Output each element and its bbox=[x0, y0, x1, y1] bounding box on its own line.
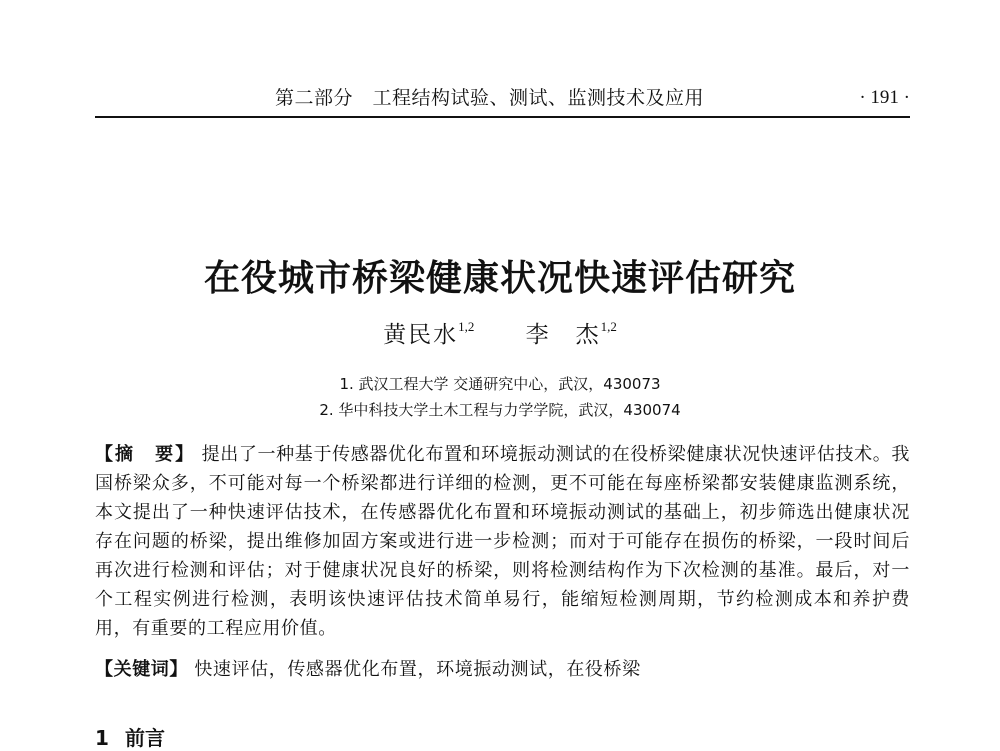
affiliation-1: 1. 武汉工程大学 交通研究中心，武汉，430073 bbox=[339, 375, 661, 393]
affiliation-2: 2. 华中科技大学土木工程与力学学院，武汉，430074 bbox=[319, 401, 681, 419]
running-header-section: 第二部分 工程结构试验、测试、监测技术及应用 bbox=[275, 87, 705, 109]
section-title: 前言 bbox=[125, 726, 165, 750]
abstract-label: 【摘 要】 bbox=[95, 444, 196, 465]
section-heading bbox=[95, 722, 165, 751]
abstract-text: 提出了一种基于传感器优化布置和环境振动测试的在役桥梁健康状况快速评估技术。我国桥梁众多，不可能对每一个桥梁都进行详细的检测，更不可能在每座桥梁都安装健康监测系统，本文提出了一种快速评估技术，在传感器优化布置和环境振动测试的基础上，初步筛选出健康状况存在问题的桥梁，提出维修加固方案或进行进一步检测；而对于可能存在损伤的桥梁，一段时间后再次进行检测和评估；对于健康状况良好的桥梁，则将检测结构作为下次检测的基准。最后，对一个工程实例进行检测，表明该快速评估技术简单易行，能缩短检测周期，节约检测成本和养护费用，有重要的工程应用价值。 bbox=[95, 444, 911, 639]
keywords-label: 【关键词】 bbox=[95, 659, 188, 680]
author-2 bbox=[526, 316, 617, 349]
header-rule bbox=[95, 116, 910, 118]
keywords bbox=[95, 655, 910, 684]
author-affil-mark: 1,2 bbox=[600, 319, 617, 334]
paper-title: 在役城市桥梁健康状况快速评估研究 bbox=[203, 257, 796, 299]
abstract bbox=[95, 440, 910, 643]
author-1 bbox=[383, 316, 474, 349]
author-affil-mark: 1,2 bbox=[458, 319, 475, 334]
running-header bbox=[95, 82, 910, 114]
section-number: 1 bbox=[95, 726, 109, 750]
page-number: · 191 · bbox=[859, 87, 910, 108]
keywords-text: 快速评估，传感器优化布置，环境振动测试，在役桥梁 bbox=[194, 659, 641, 680]
author-name: 黄民水 bbox=[383, 322, 459, 348]
author-list bbox=[0, 316, 1000, 349]
author-name: 李 杰 bbox=[525, 322, 601, 348]
